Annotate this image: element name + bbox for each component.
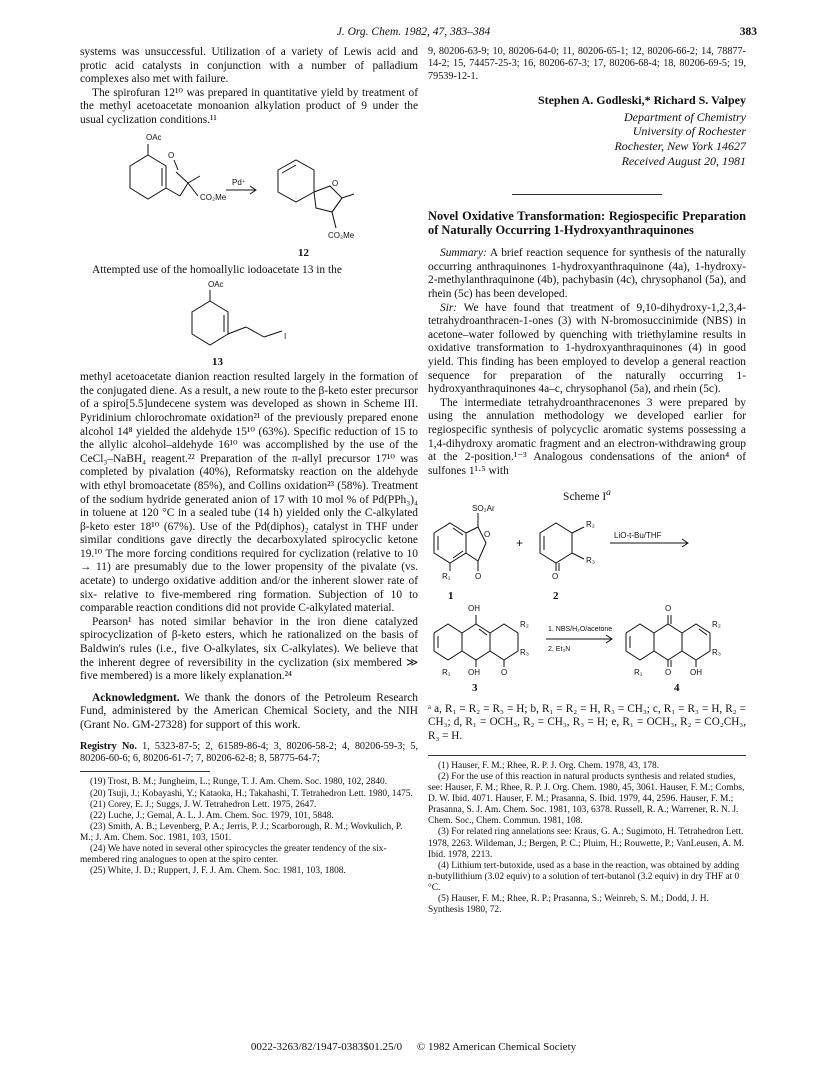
- letter-body: [428, 302, 746, 397]
- scheme-title: [428, 486, 746, 504]
- oac-label: OAc: [146, 132, 162, 142]
- r1-label: R₁: [442, 667, 451, 677]
- compound-number: 4: [674, 681, 680, 694]
- received-date: Received August 20, 1981: [621, 153, 746, 168]
- scheme-1-figure: [428, 503, 746, 694]
- oh-label: OH: [468, 603, 480, 613]
- registry-continued: 9, 80206-63-9; 10, 80206-64-0; 11, 80206-65-1; 12, 80206-66-2; 14, 78877-14-2; 15, 74457-25-3; 16, 80206-67-3; 17, 80206-68-4; 18, 80206-69-5; 19, 79539-12-1.: [428, 46, 746, 82]
- footnote: (3) For related ring annelations see: Kraus, G. A.; Sugimoto, H. Tetrahedron Lett. 1978, 2263. Wildeman, J.; Bergen, P. C.; Pluim, H.; Rouwette, P.; VanLeusen, A. M. Ibid. 1978, 2213.: [428, 827, 745, 860]
- footnote: (1) Hauser, F. M.; Rhee, R. P. J. Org. Chem. 1978, 43, 178.: [438, 760, 660, 771]
- summary: [428, 247, 746, 301]
- compound-number: 3: [472, 681, 478, 694]
- structure-13-figure: [80, 277, 418, 371]
- registry-numbers: [80, 741, 418, 766]
- running-header: J. Org. Chem. 1982, 47, 383–384: [336, 26, 491, 38]
- affiliation-line: Rochester, New York 14627: [614, 139, 746, 153]
- footnote: (19) Trost, B. M.; Jungheim, L.; Runge, T. J. Am. Chem. Soc. 1980, 102, 2840.: [90, 777, 388, 788]
- scheme-title-footnote: a: [606, 487, 611, 499]
- paragraph: Pearson¹ has noted similar behavior in the iron diene catalyzed spirocyclization of β-keto esters, which he rationalized on the basis of Baldwin's rules (i.e., five O-alkylates, six C-alkylates). We believe that the inherent degree of reversibility in the cyclization (six membered ≫ five membered) is a more likely explanation.²⁴: [80, 615, 418, 683]
- footnote: (23) Smith, A. B.; Levenberg, P. A.; Jerris, P. J.; Scarborough, R. M.; Wovkulich, P. M.; J. Am. Chem. Soc. 1981, 103, 1501.: [80, 821, 403, 843]
- r3-label: R₃: [712, 647, 722, 657]
- ketone-o-label: O: [168, 150, 175, 160]
- footnote: (5) Hauser, F. M.; Rhee, R. P.; Prasanna, S.; Weinreb, S. M.; Dodd, J. H. Synthesis 1980, 72.: [428, 894, 709, 916]
- ester-label: CO₂Me: [328, 230, 355, 240]
- reagent-label: 1. NBS/H₂O/acetone: [548, 625, 613, 633]
- acknowledgment-text: We thank the donors of the Petroleum Research Fund, administered by the American Chemical Society, and the NIH (Grant No. GM-27328) for support of this work.: [80, 691, 418, 731]
- footnote: (25) White, J. D.; Ruppert, J. F. J. Am. Chem. Soc. 1981, 103, 1808.: [90, 866, 346, 877]
- r2-label: R₂: [712, 619, 721, 629]
- reagent-label: Pd⁺: [232, 177, 247, 187]
- r1-label: R₁: [634, 667, 643, 677]
- r1-label: R₁: [442, 571, 451, 581]
- carbonyl-o-label: O: [475, 571, 482, 581]
- footnote: (24) We have noted in several other spirocycles the greater tendency of the six-membered ring analogues to open at the spiro center.: [80, 843, 387, 866]
- paragraph: The spirofuran 12¹⁰ was prepared in quantitative yield by treatment of the methyl acetoacetate monoanion alkylation product of 9 under the usual cyclization conditions.¹¹: [80, 86, 418, 126]
- so2ar-label: SO₂Ar: [472, 503, 495, 513]
- compound-number: 13: [212, 356, 223, 369]
- affiliation: [428, 110, 746, 168]
- r2-label: R₂: [586, 519, 595, 529]
- article-title: Novel Oxidative Transformation: Regiospecific Preparation of Naturally Occurring 1-Hydroxyanthraquinones: [428, 209, 746, 238]
- structure-13: [80, 277, 418, 371]
- footnotes: [80, 777, 418, 877]
- ester-label: CO₂Me: [200, 192, 227, 202]
- affiliation-line: University of Rochester: [632, 124, 746, 139]
- footnote: (2) For the use of this reaction in natural products synthesis and related studies, see: Hauser, F. M.; Rhee, R. P. J. Org. Chem. 1980, 45, 3061. Hauser, F. M.; Combs, D. W. Ibid. 4071. Hauser, F. M.; Prasanna, S. Ibid. 1979, 44, 2596. Hauser, F. M.; Prasanna, S. J. Am. Chem. Soc. 1981, 103, 6378. Russell, R. A.; Warrener, R. N. J. Chem. Soc., Chem. Commun. 1981, 108.: [428, 772, 745, 827]
- compound-number: 2: [553, 589, 559, 602]
- oh-label: OH: [468, 667, 480, 677]
- letter-text: We have found that treatment of 9,10-dihydroxy-1,2,3,4-tetrahydroanthracen-1-ones (3) with N-bromosuccinimide (NBS) in acetone–water followed by quenching with triethylamine results in oxidative transformation to 1-hydroxyanthraquinones (4) in good yield. This finding has been employed to develop a general reaction sequence for preparation of the naturally occurring 1-hydroxyanthraquinones 4a–c, chrysophanol (5a), and rhein (5c).: [428, 301, 746, 396]
- summary-text: A brief reaction sequence for synthesis of the naturally occurring anthraquinones 1-hydroxyanthraquinone (4a), 1-hydroxy-2-methylanthraquinone (4b), pachybasin (4c), chrysophanol (5a), and rhein (5c) has been developed.: [428, 247, 746, 300]
- copyright: © 1982 American Chemical Society: [416, 1041, 577, 1053]
- footnote-rule: [428, 755, 746, 756]
- compound-number: 1: [448, 589, 454, 602]
- scheme-1-drawing: [428, 503, 746, 694]
- registry-heading: Registry No.: [80, 740, 137, 752]
- footnote: (22) Luche, J.; Gemal, A. L. J. Am. Chem. Soc. 1979, 101, 5848.: [90, 810, 334, 821]
- scheme-title-text: Scheme I: [563, 491, 607, 504]
- structure-12-figure: [80, 128, 418, 264]
- page-footer: [0, 1041, 827, 1053]
- plus-sign: +: [516, 535, 524, 550]
- furan-o-label: O: [332, 178, 339, 188]
- paragraph: Attempted use of the homoallylic iodoacetate 13 in the: [92, 263, 342, 276]
- acknowledgment-heading: Acknowledgment.: [92, 691, 180, 704]
- carbonyl-o-label: O: [501, 667, 508, 677]
- r3-label: R₃: [520, 647, 530, 657]
- oac-label: OAc: [208, 280, 224, 290]
- footnote-rule: [80, 771, 210, 772]
- oh-label: OH: [690, 667, 702, 677]
- r3-label: R₃: [586, 555, 596, 565]
- compound-number: 12: [298, 246, 309, 259]
- iodide-label: I: [284, 332, 287, 342]
- sir-heading: Sir:: [440, 301, 458, 314]
- footnote: (21) Corey, E. J.; Suggs, J. W. Tetrahedron Lett. 1975, 2647.: [90, 799, 317, 810]
- r2-label: R₂: [520, 619, 529, 629]
- paragraph: methyl acetoacetate dianion reaction resulted largely in the formation of the conjugated diene. As a result, a new route to the β-keto ester precursor of a spiro[5.5]undecene system was developed as shown in Scheme III. Pyridinium chlorochromate oxidation²¹ of the previously prepared enone alcohol 14⁸ yielded the aldehyde 15¹⁰ (63%). Specific reduction of 15 to the allylic alcohol–aldehyde 16¹⁰ was accomplished by the use of the CeCl₃–NaBH₄ reagent.²² Preparation of the π-allyl precursor 17¹⁰ was completed by pivalation (40%), Reformatsky reaction on the aldehyde with ethyl bromoacetate (85%), and Collins oxidation²³ (58%). Treatment of the sodium hydride generated anion of 17 with 10 mol % of Pd(PPh₃)₄ in toluene at 120 °C in a sealed tube (14 h) yielded only the C-alkylated β-keto ester 18¹⁰ (67%). Use of the Pd(diphos)₂ catalyst in THF under similar conditions gave directly the decarboxylated spirocyclic ketone 19.¹⁰ The more forcing conditions required for cyclization (relative to 10 → 11) are presumably due to the lower propensity of the pivalate (vs. acetate) to undergo oxidative addition and/or the inherent slower rate of six- relative to five-membered ring formation. Subjection of 10 to comparable reaction conditions did not provide C-alkylated material.: [80, 371, 418, 615]
- reagent-label: LiO-t-Bu/THF: [614, 530, 662, 540]
- registry-text: 1, 5323-87-5; 2, 61589-86-4; 3, 80206-58-2; 4, 80206-59-3; 5, 80206-60-6; 6, 80206-61-7; 7, 80206-62-8; 8, 58775-64-7;: [80, 740, 418, 764]
- paragraph: systems was unsuccessful. Utilization of a variety of Lewis acid and protic acid catalysts in conjunction with a number of palladium complexes also met with failure.: [80, 46, 418, 86]
- article-code: 0022-3263/82/1947-0383$01.25/0: [250, 1041, 403, 1053]
- carbonyl-o-label: O: [665, 667, 672, 677]
- footnote: (4) Lithium tert-butoxide, used as a base in the reaction, was obtained by adding n-butyllithium (3.02 equiv) to a solution of tert-butanol (3.2 equiv) in dry THF at 0 °C.: [428, 860, 740, 893]
- page-number: 383: [739, 26, 757, 38]
- affiliation-line: Department of Chemistry: [624, 109, 746, 124]
- carbonyl-o-label: O: [665, 603, 672, 613]
- carbonyl-o-label: O: [552, 571, 559, 581]
- left-column: [80, 46, 418, 877]
- scheme-footnote: ᵃ a, R₁ = R₂ = R₃ = H; b, R₁ = R₂ = H, R₃ = CH₃; c, R₁ = R₃ = H, R₂ = CH₃; d, R₁ = OCH₃, R₂ = CH₃, R₃ = H; e, R₁ = OCH₃, R₂ = CO₂CH₃, R₃ = H.: [428, 702, 746, 742]
- right-column: [428, 46, 746, 916]
- authors: Stephen A. Godleski,* Richard S. Valpey: [537, 93, 746, 108]
- reaction-scheme-12: [80, 128, 418, 264]
- reagent-label: 2. Et₃N: [548, 645, 571, 653]
- acknowledgment: [80, 692, 418, 733]
- paragraph: The intermediate tetrahydroanthracenones 3 were prepared by using the annulation methodology we developed earlier for regiospecific synthesis of polycyclic aromatic systems possessing a 1,4-dihydroxy aromatic fragment and an electron-withdrawing group at the 2-position.¹⁻³ Analogous condensations of the anion⁴ of sulfones 1¹·⁵ with: [428, 396, 746, 477]
- footnotes: [428, 761, 746, 916]
- footnote: (20) Tsuji, J.; Kobayashi, Y.; Kataoka, H.; Takahashi, T. Tetrahedron Lett. 1980, 1475.: [90, 788, 413, 799]
- summary-heading: Summary:: [440, 247, 487, 260]
- ring-o-label: O: [484, 529, 491, 539]
